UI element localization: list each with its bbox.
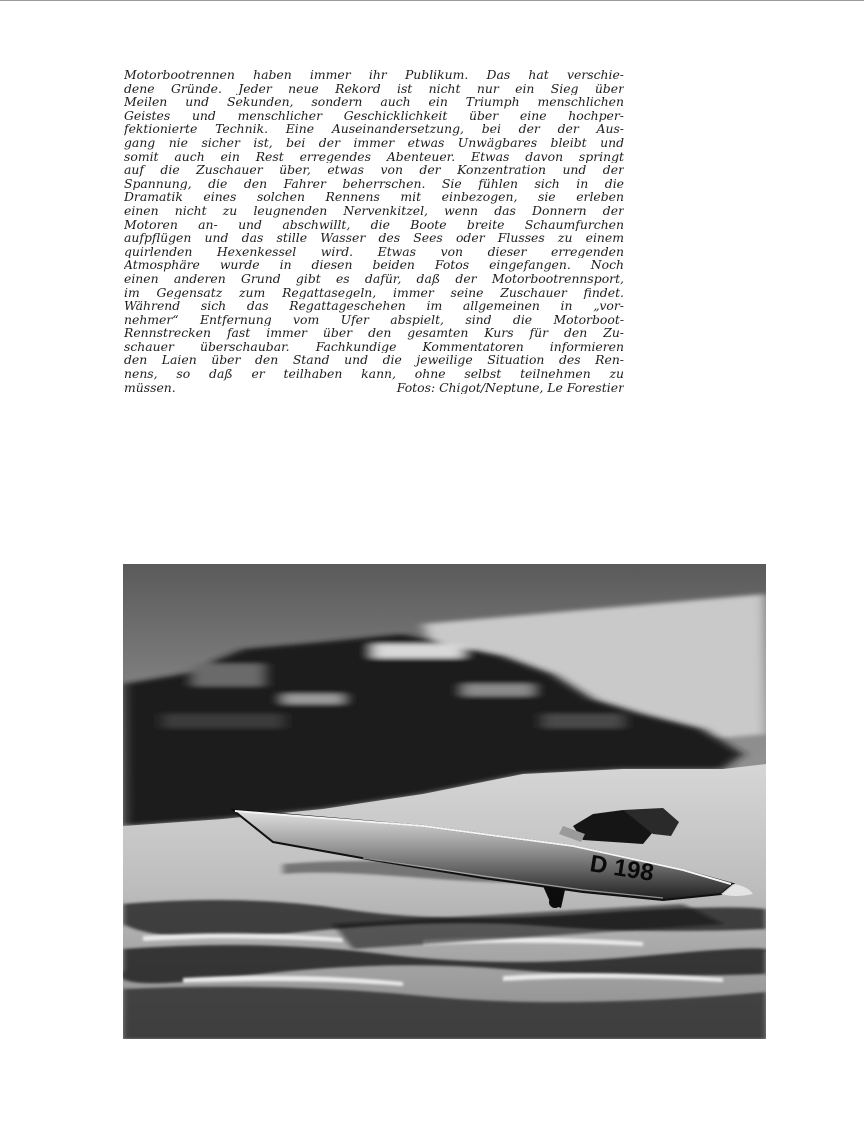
final-word: müssen. [124,380,176,395]
text-line: Rennstrecken fast immer über den gesamten Kurs für den Zu- [124,326,624,340]
text-line: schauer überschaubar. Fachkundige Kommentatoren informieren [124,339,624,354]
text-line: Motoren an- und abschwillt, die Boote breite Schaumfurchen [124,217,624,232]
text-line: Atmosphäre wurde in diesen beiden Fotos eingefangen. Noch [124,258,624,272]
boat-number: D 198 [588,850,656,887]
text-line: den Laien über den Stand und die jeweilige Situation des Ren- [124,353,624,368]
text-line: Spannung, die den Fahrer beherrschen. Sie fühlen sich in die [124,176,624,191]
text-line: Meilen und Sekunden, sondern auch ein Triumph menschlichen [124,95,624,109]
text-line: auf die Zuschauer über, etwas von der Konzentration und der [124,163,624,177]
text-line-final [124,381,624,395]
text-line: fektionierte Technik. Eine Auseinandersetzung, bei der der Aus- [124,122,624,136]
powerboat-photo [123,564,766,1039]
text-line: Motorbootrennen haben immer ihr Publikum. Das hat verschie- [124,68,624,82]
page-top-edge [0,0,864,1]
photo-credit: Fotos: Chigot/Neptune, Le Forestier [396,380,624,395]
text-line: Während sich das Regattageschehen im allgemeinen in „vor- [124,299,624,313]
text-line: Geistes und menschlicher Geschicklichkeit über eine hochper- [124,108,624,123]
article-text [124,68,624,394]
text-line: nehmer“ Entfernung vom Ufer abspielt, sind die Motorboot- [124,312,624,327]
text-line: aufpflügen und das stille Wasser des Sees oder Flusses zu einem [124,231,624,245]
text-line: nens, so daß er teilhaben kann, ohne selbst teilnehmen zu [124,367,624,381]
text-line: gang nie sicher ist, bei der immer etwas Unwägbares bleibt und [124,135,624,150]
text-line: somit auch ein Rest erregendes Abenteuer. Etwas davon springt [124,149,624,164]
text-line: dene Gründe. Jeder neue Rekord ist nicht nur ein Sieg über [124,81,624,96]
text-line: einen anderen Grund gibt es dafür, daß der Motorbootrennsport, [124,271,624,286]
text-line: einen nicht zu leugnenden Nervenkitzel, wenn das Donnern der [124,203,624,218]
text-line: im Gegensatz zum Regattasegeln, immer seine Zuschauer findet. [124,285,624,300]
text-line: Dramatik eines solchen Rennens mit einbezogen, sie erleben [124,190,624,204]
powerboat-photo-drawing [123,564,766,1039]
text-line: quirlenden Hexenkessel wird. Etwas von dieser erregenden [124,244,624,259]
